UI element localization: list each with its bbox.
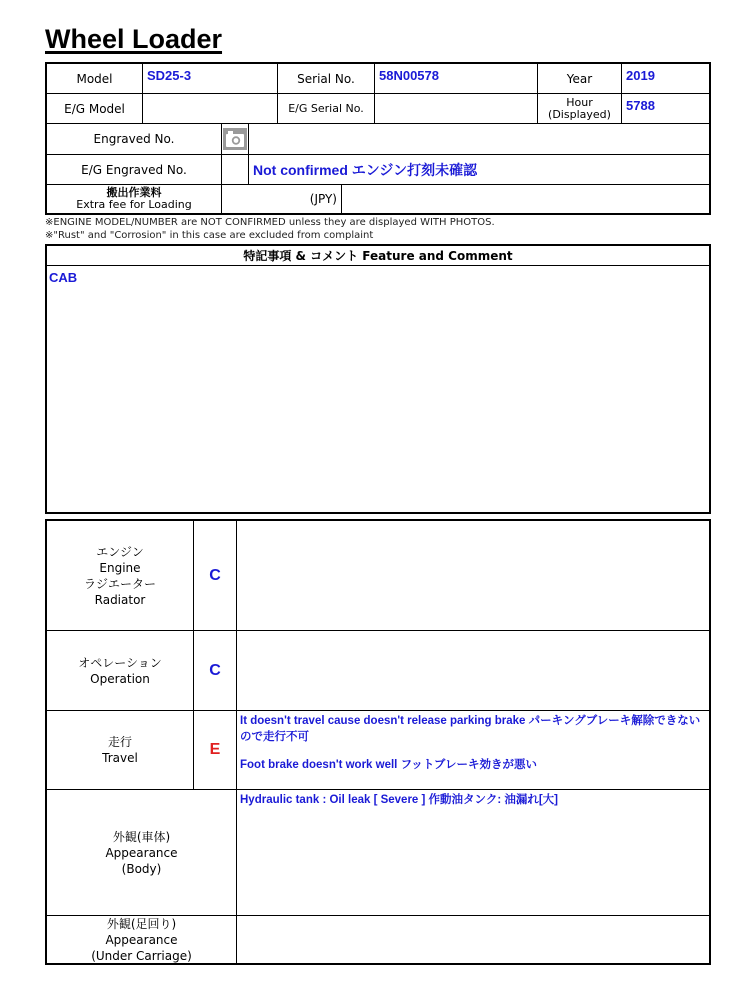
inspection-label-line: オペレーション [78,655,162,670]
inspection-grade: C [194,521,237,630]
engraved-value [249,124,709,155]
eg-model-label: E/G Model [47,94,143,124]
eg-model-value [143,94,278,124]
inspection-label-line: Radiator [94,592,146,607]
inspection-label-line: Operation [90,671,150,686]
inspection-grade: C [194,631,237,710]
inspection-label [47,790,237,915]
inspection-label-line: エンジン [96,544,144,559]
inspection-comment [237,631,709,710]
inspection-table [45,519,711,965]
inspection-label [47,711,194,789]
eg-serial-label: E/G Serial No. [278,94,375,124]
inspection-label-line: 外観(足回り) [106,916,177,931]
inspection-label-line: Engine [99,560,141,575]
hour-label-sub: (Displayed) [548,107,611,121]
inspection-label-line: (Under Carriage) [91,948,192,963]
camera-icon [223,128,247,150]
inspection-grade: E [194,711,237,789]
fee-label-en: Extra fee for Loading [76,198,192,211]
inspection-label [47,521,194,630]
inspection-label-line: 走行 [107,735,132,749]
inspection-row-appearance-undercarriage [47,916,709,963]
inspection-comment [237,711,709,789]
page-title: Wheel Loader [45,24,223,54]
inspection-row-operation [47,631,709,711]
model-value: SD25-3 [143,64,278,94]
year-label: Year [538,64,622,94]
inspection-row-appearance-body [47,790,709,916]
inspection-label-line: 外観(車体) [112,829,171,844]
eg-engraved-label: E/G Engraved No. [47,155,222,185]
inspection-comment-line: Foot brake doesn't work well フットブレーキ効きが悪い [240,759,537,771]
fee-value [342,185,709,213]
hour-label: Hour [566,95,593,109]
inspection-label [47,916,237,963]
year-value: 2019 [622,64,709,94]
eg-serial-value [375,94,538,124]
disclaimer-notes [45,216,495,242]
camera-cell [222,124,249,155]
feature-comment-box [45,244,711,514]
eg-engraved-photo-cell [222,155,249,185]
inspection-comment-line: It doesn't travel cause doesn't release parking brake パーキングブレーキ解除できないので走行不可 [240,715,701,743]
inspection-label [47,631,194,710]
inspection-row-travel [47,711,709,790]
note-rust: ※"Rust" and "Corrosion" in this case are excluded from complaint [45,230,374,241]
serial-value: 58N00578 [375,64,538,94]
inspection-comment-line: Hydraulic tank : Oil leak [ Severe ] 作動油タンク: 油漏れ[大] [240,794,559,806]
hour-label-cell [538,94,622,124]
serial-label: Serial No. [278,64,375,94]
hour-value: 5788 [622,94,709,124]
fee-label-jp: 搬出作業料 [106,186,162,199]
model-label: Model [47,64,143,94]
eg-engraved-value: Not confirmed エンジン打刻未確認 [249,155,709,185]
inspection-label-line: ラジエーター [83,576,156,591]
inspection-label-line: Appearance [105,845,178,860]
inspection-label-line: Travel [102,751,138,765]
fee-label-cell [47,185,222,213]
fee-unit: (JPY) [222,185,342,213]
inspection-comment [237,790,709,915]
feature-body: CAB [49,270,78,285]
note-engine: ※ENGINE MODEL/NUMBER are NOT CONFIRMED unless they are displayed WITH PHOTOS. [45,217,495,228]
inspection-comment [237,521,709,630]
feature-heading: 特記事項 & コメント Feature and Comment [47,246,709,266]
inspection-label-line: Appearance [105,932,178,947]
engraved-label: Engraved No. [47,124,222,155]
inspection-comment [237,916,709,963]
inspection-label-line: (Body) [121,861,162,876]
inspection-row-engine-radiator [47,521,709,631]
vehicle-info-table [45,62,711,215]
